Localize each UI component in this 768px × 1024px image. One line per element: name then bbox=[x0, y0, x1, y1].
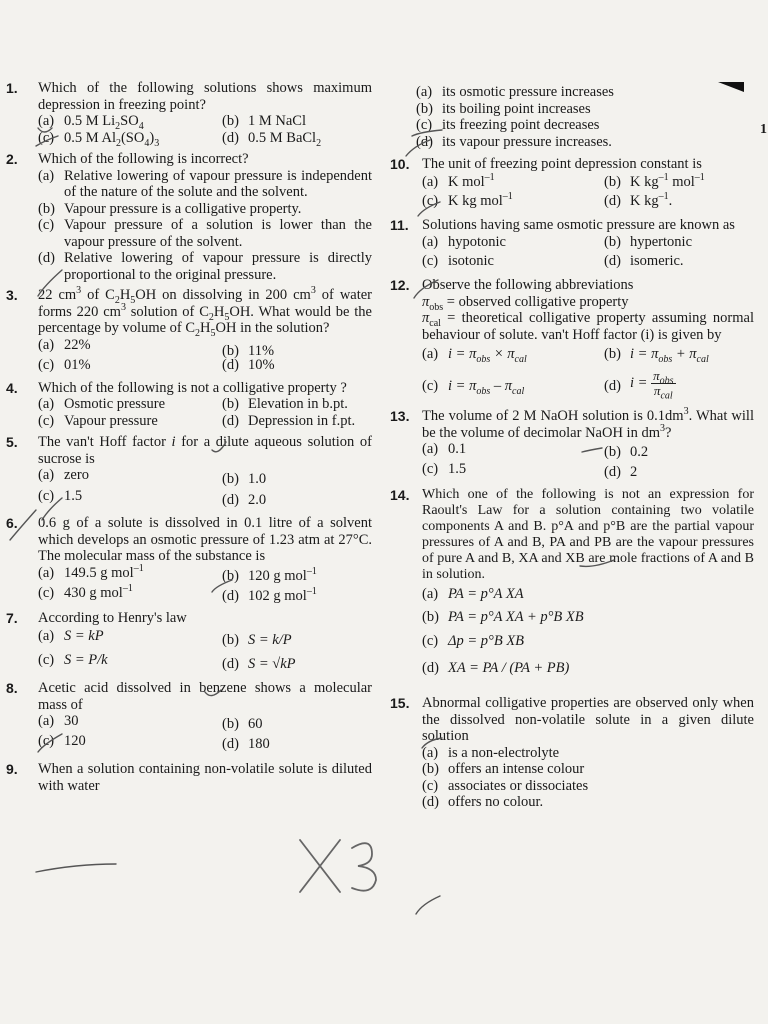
question-11 bbox=[390, 217, 754, 272]
option-text: i = $\frac{\pi_{obs}}{\pi_{cal}}$ bbox=[630, 368, 674, 402]
question-number: 3. bbox=[6, 287, 18, 303]
option-text: 2 bbox=[630, 464, 638, 480]
page-edge-number: 1 bbox=[760, 122, 767, 137]
question-text: 0.6 g of a solute is dissolved in 0.1 litre of a solvent which develops an osmotic pressure of 1.23 atm at 27°C. The molecular mass of the substance is bbox=[38, 515, 372, 564]
question-number: 8. bbox=[6, 680, 18, 696]
option-text: 120 bbox=[64, 733, 86, 749]
question-number: 5. bbox=[6, 434, 18, 450]
question-number: 11. bbox=[390, 216, 409, 233]
option-text: its boiling point increases bbox=[442, 100, 591, 117]
option-text: S = kP bbox=[64, 628, 104, 644]
question-number: 2. bbox=[6, 151, 18, 167]
option-text: 2.0 bbox=[248, 492, 267, 508]
question-3 bbox=[6, 287, 372, 374]
options: (a) is a non-electrolyte (b) offers an intense colour (c) associates or dissociates (d) offers no colour. bbox=[422, 745, 754, 811]
options bbox=[38, 113, 372, 147]
option-text: K $kg^{-1}$. bbox=[630, 190, 673, 209]
option-text: associates or dissociates bbox=[448, 777, 589, 794]
option-text: Depression in f.pt. bbox=[248, 413, 356, 429]
option-text: hypertonic bbox=[630, 234, 693, 250]
option-text: 0.5 M $Al_2(SO_4)_3$ bbox=[64, 130, 160, 149]
question-14 bbox=[390, 487, 754, 683]
question-number: 10. bbox=[390, 156, 410, 172]
option-text: Elevation in b.pt. bbox=[248, 396, 348, 412]
question-text: Which of the following solutions shows maximum depression in freezing point? bbox=[38, 80, 372, 113]
options: (a) 30 (b) 60 (c) 120 (d) 180 bbox=[38, 713, 270, 752]
options: (a) Osmotic pressure (b) Elevation in b.pt. (c) Vapour pressure (d) Depression in f.pt. bbox=[38, 396, 356, 429]
handwritten-score bbox=[350, 900, 351, 901]
question-5 bbox=[6, 434, 372, 509]
option-text: its freezing point decreases bbox=[442, 117, 600, 133]
option-text: zero bbox=[64, 467, 89, 483]
question-15 bbox=[390, 695, 754, 811]
question-number: 7. bbox=[6, 609, 18, 626]
question-number: 15. bbox=[390, 695, 410, 711]
question-text: According to Henry's law bbox=[38, 609, 187, 626]
option-text: K mol$^{-1}$ bbox=[448, 171, 495, 190]
option-text: K $kg^{-1}$ mol$^{-1}$ bbox=[630, 171, 705, 190]
options: (a) zero (b) 1.0 (c) 1.5 (d) 2.0 bbox=[38, 467, 267, 508]
option-text: PA = p°A XA + p°B XB bbox=[448, 609, 584, 625]
option-text: 0.2 bbox=[630, 444, 649, 460]
options: (a) $i = \pi_{obs} \times \pi_{cal}$ (b) $i = \pi_{obs} + \pi_{cal}$ (c) $i = \pi_{obs} - \pi_{cal}$ (d) i = $\frac{\pi_{obs}}{\pi_{cal}}$ bbox=[422, 343, 754, 398]
question-12 bbox=[390, 277, 754, 402]
option-text: 1 M NaCl bbox=[248, 113, 306, 129]
option-text: Δp = p°B XB bbox=[448, 633, 525, 649]
option-text: 430 g mol$^{-1}$ bbox=[64, 582, 133, 601]
option-text: S = P/k bbox=[64, 652, 108, 668]
option-text: its osmotic pressure increases bbox=[442, 84, 614, 100]
option-text: Vapour pressure of a solution is lower than the vapour pressure of the solvent. bbox=[64, 217, 372, 250]
question-text: The van't Hoff factor i for a dilute aqueous solution of sucrose is bbox=[38, 434, 373, 467]
options: (a) 22% (b) 11% (c) 01% (d) 10% bbox=[38, 336, 275, 373]
option-label: (c) bbox=[38, 130, 55, 146]
question-8 bbox=[6, 680, 372, 753]
left-column bbox=[6, 80, 372, 797]
question-text: Which of the following is not a colligative property ? bbox=[38, 379, 347, 396]
question-6 bbox=[6, 515, 372, 605]
option-text: $i = \pi_{obs} \times \pi_{cal}$ bbox=[448, 346, 527, 365]
question-number: 1. bbox=[6, 80, 18, 96]
option-text: PA = p°A XA bbox=[448, 586, 524, 602]
option-text: 11% bbox=[248, 342, 275, 359]
option-text: K kg mol$^{-1}$ bbox=[448, 190, 513, 209]
option-text: Osmotic pressure bbox=[64, 396, 166, 412]
right-column bbox=[390, 84, 754, 814]
options: (a) hypotonic (b) hypertonic (c) isotonic (d) isomeric. bbox=[422, 234, 693, 269]
option-text: S = k/P bbox=[248, 632, 292, 648]
options: (a) S = kP (b) S = k/P (c) S = P/k (d) S = √kP bbox=[38, 628, 296, 672]
option-text: 30 bbox=[64, 713, 79, 729]
option-text: 102 g mol$^{-1}$ bbox=[248, 585, 317, 604]
question-13 bbox=[390, 408, 754, 481]
option-label: (b) bbox=[222, 113, 239, 129]
question-text: Which one of the following is not an expression for Raoult's Law for a solution containing two volatile components A and B. p°A and p°B are the partial vapour pressures of A and B, PA and PB are the vapour pressures of pure A and B, XA and XB are mole fractions of A and B in solution. bbox=[422, 487, 754, 582]
option-text: 1.5 bbox=[448, 461, 467, 477]
question-text: Solutions having same osmotic pressure are known as bbox=[422, 216, 735, 233]
question-text: The volume of 2 M NaOH solution is $0.1dm^3$. What will be the volume of decimolar NaOH in $dm^3$? bbox=[422, 406, 754, 441]
question-text: Acetic acid dissolved in benzene shows a molecular mass of bbox=[38, 680, 372, 713]
option-text: 0.1 bbox=[448, 441, 467, 457]
option-text: 149.5 g mol$^{-1}$ bbox=[64, 562, 144, 581]
question-10 bbox=[390, 156, 754, 211]
option-text: 180 bbox=[248, 736, 270, 752]
options: (a) PA = p°A XA (b) PA = p°A XA + p°B XB (c) Δp = p°B XB (d) XA = PA / (PA + PB) bbox=[422, 583, 754, 683]
option-text: offers an intense colour bbox=[448, 761, 585, 777]
handwritten-score-icon bbox=[300, 840, 376, 892]
options: (a) 149.5 g mol$^{-1}$ (b) 120 g mol$^{-1}$ (c) 430 g mol$^{-1}$ (d) 102 g mol$^{-1}$ bbox=[38, 562, 317, 604]
question-text: The unit of freezing point depression constant is bbox=[422, 156, 702, 172]
option-text: 1.5 bbox=[64, 488, 83, 504]
option-text: 0.5 M $Li_2SO_4$ bbox=[64, 113, 144, 132]
corner-mark-icon bbox=[718, 82, 744, 92]
question-9-options: (a) its osmotic pressure increases (b) its boiling point increases (c) its freezing point decreases (d) its vapour pressure increases. bbox=[416, 84, 754, 150]
question-1 bbox=[6, 80, 372, 147]
question-number: 4. bbox=[6, 379, 18, 396]
question-text: When a solution containing non-volatile solute is diluted with water bbox=[38, 761, 372, 794]
option-text: 60 bbox=[248, 716, 263, 732]
option-text: 10% bbox=[248, 356, 275, 373]
options: (a) Relative lowering of vapour pressure is independent of the nature of the solute and the solvent. (b) Vapour pressure is a colligative property. (c) Vapour pressure of a solution is lower than the vapour pressure of the solvent. (d) Relative lowering of vapour pressure is directly proportional to the original pressure. bbox=[38, 167, 372, 283]
option-text: hypotonic bbox=[448, 234, 506, 250]
question-number: 6. bbox=[6, 515, 18, 531]
option-label: (d) bbox=[222, 130, 239, 146]
option-text: 01% bbox=[64, 356, 91, 373]
tick-mark-icon bbox=[416, 896, 440, 914]
option-text: isotonic bbox=[448, 253, 494, 269]
option-text: isomeric. bbox=[630, 253, 684, 269]
options: (a) 0.1 (b) 0.2 (c) 1.5 (d) 2 bbox=[422, 441, 649, 480]
option-text: 0.5 M BaCl$_2$ bbox=[248, 130, 322, 149]
option-text: offers no colour. bbox=[448, 794, 544, 810]
question-4 bbox=[6, 380, 372, 431]
question-text: Which of the following is incorrect? bbox=[38, 151, 249, 167]
option-text: S = √kP bbox=[248, 656, 296, 672]
option-text: 22% bbox=[64, 336, 91, 353]
question-number: 12. bbox=[390, 277, 410, 293]
question-number: 13. bbox=[390, 408, 410, 424]
option-text: 1.0 bbox=[248, 471, 267, 487]
question-text: 22 $cm^3$ of $C_2H_5OH$ on dissolving in 200 $cm^3$ of water forms 220 $cm^3$ solution of $C_2H_5OH$. What would be the percentage by volume of $C_2H_5OH$ in the solution? bbox=[38, 285, 373, 339]
option-text: is a non-electrolyte bbox=[448, 744, 560, 761]
option-text: Vapour pressure bbox=[64, 413, 158, 429]
option-text: $i = \pi_{obs} - \pi_{cal}$ bbox=[448, 378, 525, 397]
option-text: $i = \pi_{obs} + \pi_{cal}$ bbox=[630, 346, 709, 365]
options: (a) K mol$^{-1}$ (b) K $kg^{-1}$ mol$^{-1}$ (c) K kg mol$^{-1}$ (d) K $kg^{-1}$. bbox=[422, 171, 705, 209]
question-9 bbox=[6, 761, 372, 794]
question-2 bbox=[6, 151, 372, 283]
question-text: Abnormal colligative properties are observed only when the dissolved non-volatile solute in a given dilute solution bbox=[422, 695, 754, 744]
question-text: Observe the following abbreviations $\pi_{obs}$ = observed colligative property $\pi_{cal}$ = theoretical colligative property assuming normal behaviour of solute. van't Hoff factor (i) is given by bbox=[422, 277, 754, 343]
option-text: XA = PA / (PA + PB) bbox=[448, 660, 570, 676]
option-text: its vapour pressure increases. bbox=[442, 133, 612, 150]
option-text: Vapour pressure is a colligative property. bbox=[64, 200, 302, 217]
option-text: 120 g mol$^{-1}$ bbox=[248, 565, 317, 584]
option-label: (a) bbox=[38, 113, 55, 129]
question-7 bbox=[6, 610, 372, 675]
option-text: Relative lowering of vapour pressure is directly proportional to the original pressure. bbox=[64, 250, 372, 283]
option-text: Relative lowering of vapour pressure is independent of the nature of the solute and the solvent. bbox=[64, 167, 372, 200]
tick-mark-icon bbox=[36, 864, 116, 872]
question-number: 9. bbox=[6, 761, 18, 777]
question-number: 14. bbox=[390, 487, 410, 503]
